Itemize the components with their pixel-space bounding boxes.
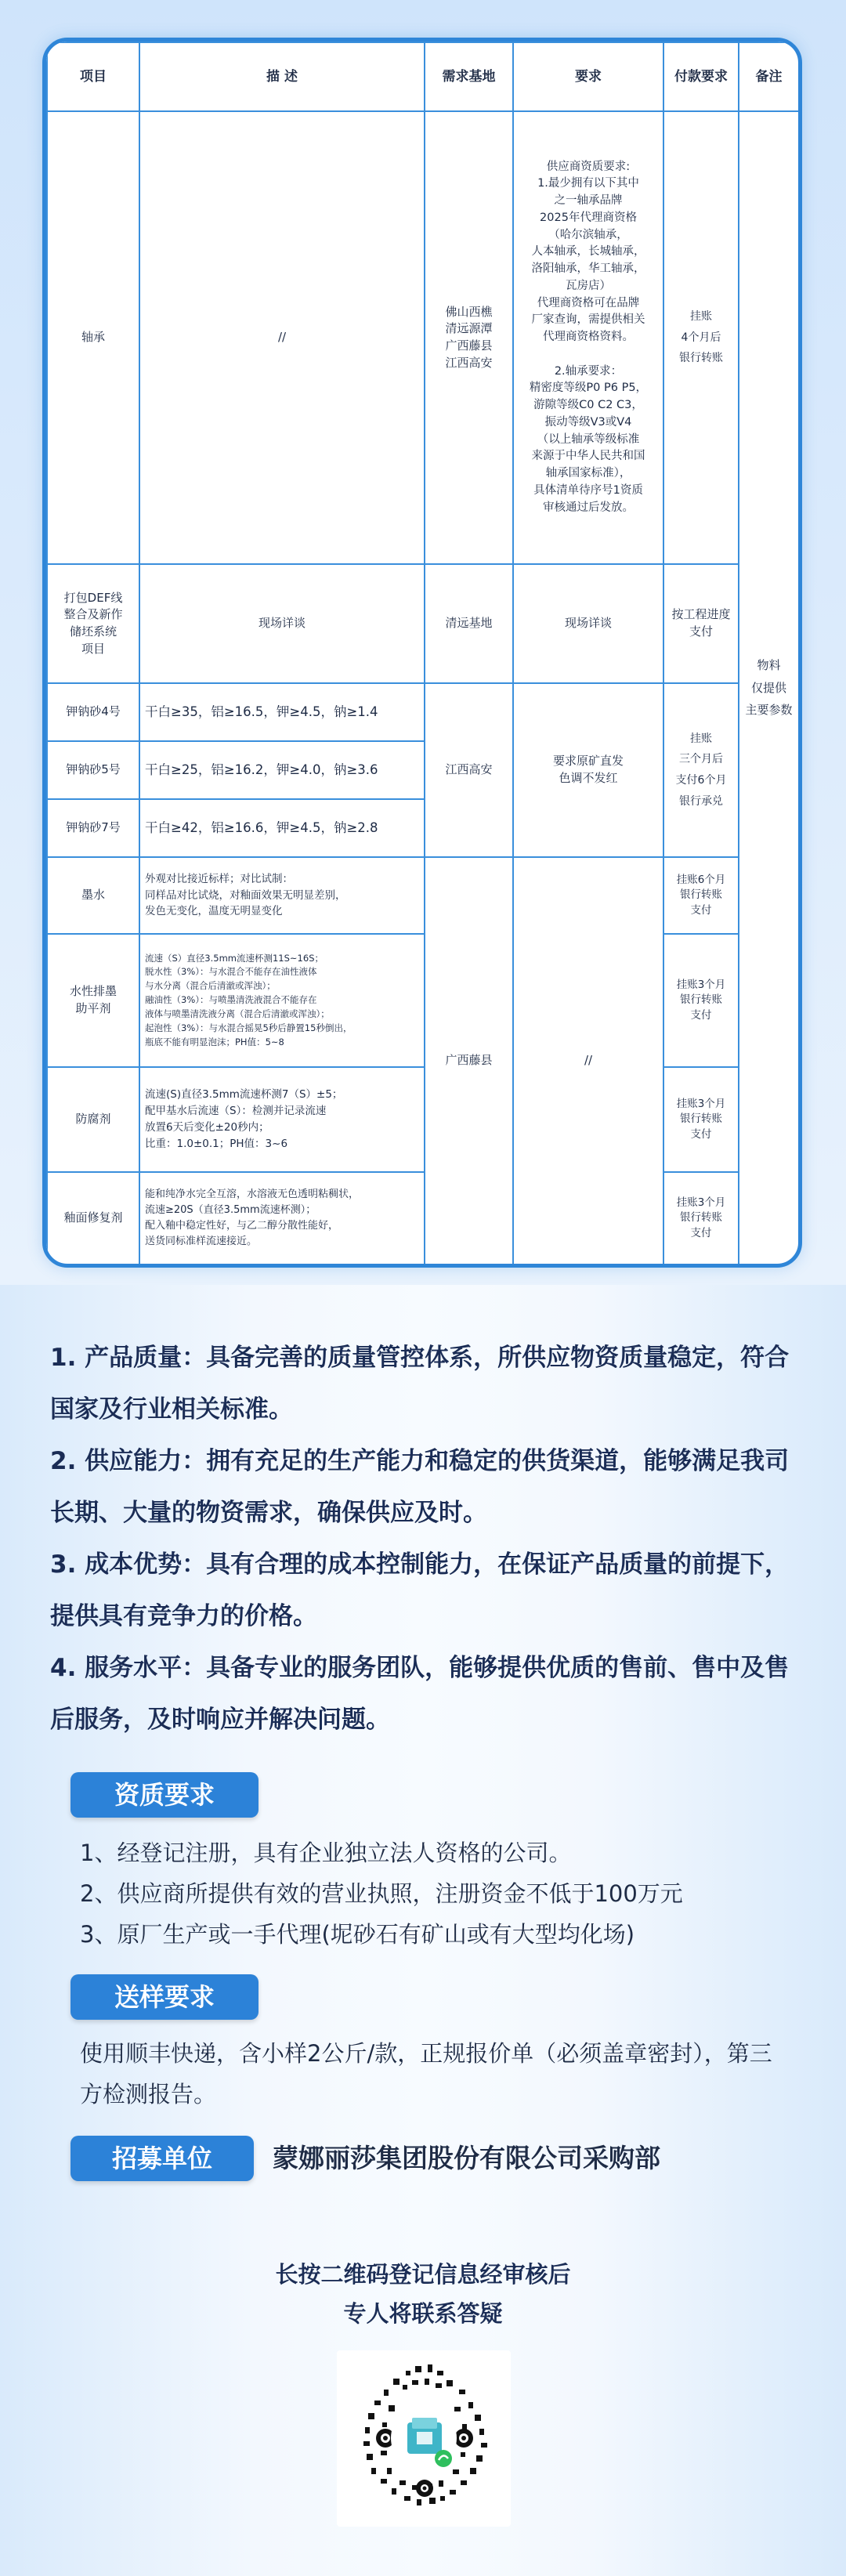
mini-program-qr-code[interactable] xyxy=(337,2350,511,2527)
header-desc: 描 述 xyxy=(139,42,425,111)
cell-item: 钾钠砂4号 xyxy=(47,683,139,741)
criteria-cost: 3. 成本优势：具有合理的成本控制能力，在保证产品质量的前提下，提供具有竞争力的价格。 xyxy=(50,1550,790,1630)
qualification-item: 1、经登记注册，具有企业独立法人资格的公司。 xyxy=(80,1840,572,1866)
cell-req: 供应商资质要求: 1.最少拥有以下其中 之一轴承品牌 2025年代理商资格 （哈尔滨轴承， 人本轴承，长城轴承， 洛阳轴承，华工轴承， 瓦房店） 代理商资格可在品牌 厂家查询，需提供相关 代理商资格资料。 2.轴承要求： 精密度等级P0 P6 P5， 游隙等级C0 C2 C3， 振动等级V3或V4 （以上轴承等级标准 来源于中华人民共和国 轴承国家标准）， 具体清单待序号1资质 审核通过后发放。 xyxy=(513,111,663,564)
cell-desc: 干白≥35，铝≥16.5，钾≥4.5，钠≥1.4 xyxy=(139,683,425,741)
qualification-item: 2、供应商所提供有效的营业执照，注册资金不低于100万元 xyxy=(80,1880,683,1907)
cell-req: 要求原矿直发 色调不发红 xyxy=(513,683,663,857)
header-req: 要求 xyxy=(513,42,663,111)
cell-item: 防腐剂 xyxy=(47,1067,139,1172)
cell-req: // xyxy=(513,857,663,1264)
cell-base: 清远基地 xyxy=(425,564,513,683)
cell-base: 佛山西樵 清远源潭 广西藤县 江西高安 xyxy=(425,111,513,564)
cell-item: 钾钠砂7号 xyxy=(47,799,139,857)
header-item: 项目 xyxy=(47,42,139,111)
table-row xyxy=(47,564,799,683)
qr-code-icon xyxy=(337,2350,511,2527)
cell-item: 轴承 xyxy=(47,111,139,564)
cell-pay: 挂账6个月 银行转账 支付 xyxy=(663,857,739,934)
cell-item: 墨水 xyxy=(47,857,139,934)
cell-item: 打包DEF线 整合及新作 储坯系统 项目 xyxy=(47,564,139,683)
table-row xyxy=(47,934,799,1067)
cell-note: 物料 仅提供 主要参数 xyxy=(739,111,799,1264)
qualification-item: 3、原厂生产或一手代理(坭砂石有矿山或有大型均化场) xyxy=(80,1921,635,1948)
table-row xyxy=(47,1172,799,1264)
table-header-row xyxy=(47,42,799,111)
requirements-table-card xyxy=(42,38,802,1268)
cell-pay: 挂账 4个月后 银行转账 xyxy=(663,111,739,564)
table-row xyxy=(47,683,799,741)
footer-line-2: 专人将联系答疑 xyxy=(343,2300,503,2327)
cell-item: 釉面修复剂 xyxy=(47,1172,139,1264)
cell-desc: 现场详谈 xyxy=(139,564,425,683)
cell-desc: 干白≥42，铝≥16.6，钾≥4.5，钠≥2.8 xyxy=(139,799,425,857)
header-pay: 付款要求 xyxy=(663,42,739,111)
recruiter-title: 招募单位 xyxy=(70,2136,254,2181)
cell-pay: 挂账3个月 银行转账 支付 xyxy=(663,1067,739,1172)
sample-title: 送样要求 xyxy=(70,1974,258,2020)
qualification-title: 资质要求 xyxy=(70,1772,258,1818)
cell-req: 现场详谈 xyxy=(513,564,663,683)
cell-desc: 流速（S）直径3.5mm流速杯测11S~16S； 脱水性（3%）：与水混合不能存在油性液体 与水分离（混合后清澈或浑浊）； 融油性（3%）：与喷墨清洗液混合不能存在 液体与喷墨清洗液分离（混合后清澈或浑浊）； 起泡性（3%）：与水混合摇晃5秒后静置15秒倒出， 瓶底不能有明显泡沫；PH值：5~8 xyxy=(139,934,425,1067)
cell-base: 江西高安 xyxy=(425,683,513,857)
cell-item: 钾钠砂5号 xyxy=(47,741,139,799)
sample-text: 使用顺丰快递，含小样2公斤/款，正规报价单（必须盖章密封），第三方检测报告。 xyxy=(80,2040,772,2107)
cell-base: 广西藤县 xyxy=(425,857,513,1264)
supplier-criteria xyxy=(50,1332,796,1746)
criteria-service: 4. 服务水平：具备专业的服务团队，能够提供优质的售前、售中及售后服务，及时响应并解决问题。 xyxy=(50,1654,790,1734)
recruiter-name: 蒙娜丽莎集团股份有限公司采购部 xyxy=(273,2143,660,2173)
cell-pay: 挂账3个月 银行转账 支付 xyxy=(663,934,739,1067)
cell-pay: 挂账3个月 银行转账 支付 xyxy=(663,1172,739,1264)
cell-item: 水性排墨 助平剂 xyxy=(47,934,139,1067)
table-row xyxy=(47,1067,799,1172)
requirements-table xyxy=(46,42,800,1265)
cell-desc: 干白≥25，铝≥16.2，钾≥4.0，钠≥3.6 xyxy=(139,741,425,799)
criteria-capacity: 2. 供应能力：拥有充足的生产能力和稳定的供货渠道，能够满足我司长期、大量的物资需求，确保供应及时。 xyxy=(50,1447,790,1527)
criteria-quality: 1. 产品质量：具备完善的质量管控体系，所供应物资质量稳定，符合国家及行业相关标准。 xyxy=(50,1344,790,1424)
header-note: 备注 xyxy=(739,42,799,111)
cell-desc: 外观对比接近标样；对比试制： 同样品对比试烧，对釉面效果无明显差别， 发色无变化，温度无明显变化 xyxy=(139,857,425,934)
header-base: 需求基地 xyxy=(425,42,513,111)
footer-line-1: 长按二维码登记信息经审核后 xyxy=(275,2261,571,2288)
cell-desc: // xyxy=(139,111,425,564)
table-row xyxy=(47,857,799,934)
cell-desc: 流速(S)直径3.5mm流速杯测7（S）±5； 配甲基水后流速（S）：检测并记录流速 放置6天后变化±20秒内； 比重：1.0±0.1；PH值：3~6 xyxy=(139,1067,425,1172)
cell-desc: 能和纯净水完全互溶，水溶液无色透明粘稠状， 流速≥20S（直径3.5mm流速杯测）； 配入釉中稳定性好，与乙二醇分散性能好， 送货同标准样流速接近。 xyxy=(139,1172,425,1264)
cell-pay: 按工程进度 支付 xyxy=(663,564,739,683)
table-row xyxy=(47,111,799,564)
cell-pay: 挂账 三个月后 支付6个月 银行承兑 xyxy=(663,683,739,857)
